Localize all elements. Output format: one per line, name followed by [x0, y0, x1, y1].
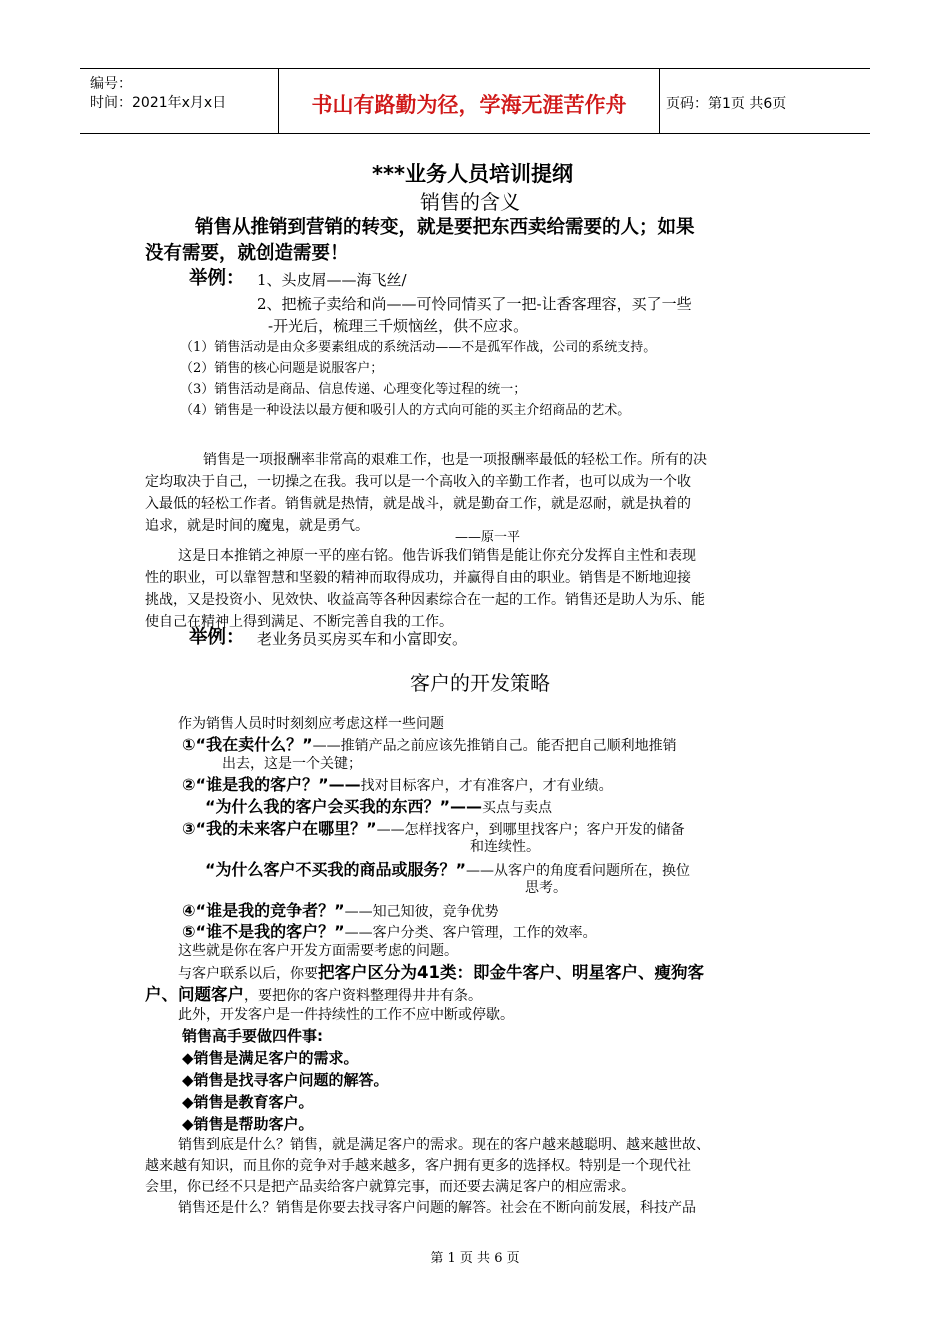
example-3-text: 老业务员买房买车和小富即安。 — [257, 630, 468, 648]
point-2: （2）销售的核心问题是说服客户； — [180, 361, 384, 376]
question-1-bold: ①“我在卖什么？” — [182, 735, 313, 754]
doc-number-label: 编号： — [90, 76, 132, 92]
page-header — [80, 68, 870, 134]
header-motto: 书山有路勤为径，学海无涯苦作舟 — [311, 93, 627, 117]
question-1-text: ——推销产品之前应该先推销自己。能否把自己顺利地推销 — [312, 738, 677, 754]
four-thing-2: ◆销售是找寻客户问题的解答。 — [182, 1071, 389, 1089]
quote-line-3: 入最低的轻松工作者。销售就是热情，就是战斗，就是勤奋工作，就是忍耐，就是执着的 — [145, 496, 691, 512]
page-footer: 第 1 页 共 6 页 — [430, 1251, 520, 1266]
para-1-line-3: 会里，你已经不只是把产品卖给客户就算完事，而还要去满足客户的相应需求。 — [145, 1179, 635, 1195]
header-meta-cell — [80, 69, 279, 133]
example-2-line-2: -开光后，梳理三千烦恼丝，供不应求。 — [268, 317, 529, 335]
quote-line-1: 销售是一项报酬率非常高的艰难工作，也是一项报酬率最低的轻松工作。所有的决 — [203, 452, 707, 468]
quote-author: ——原一平 — [455, 530, 521, 545]
question-2 — [182, 775, 613, 795]
question-4-bold: ④“谁是我的竞争者？” — [182, 901, 345, 920]
question-3-bold: ③“我的未来客户在哪里？” — [182, 819, 377, 838]
doc-title: ***业务人员培训提纲 — [372, 162, 573, 186]
question-2b-text: 买点与卖点 — [482, 800, 553, 816]
section-title-customer: 客户的开发策略 — [410, 671, 550, 695]
comment-line-1: 这是日本推销之神原一平的座右铭。他告诉我们销售是能让你充分发挥自主性和表现 — [178, 548, 696, 564]
question-2-text: 找对目标客户，才有准客户，才有业绩。 — [360, 778, 613, 794]
para-1-line-2: 越来越有知识，而且你的竞争对手越来越多，客户拥有更多的选择权。特别是一个现代社 — [145, 1158, 691, 1174]
point-3: （3）销售活动是商品、信息传递、心理变化等过程的统一； — [180, 382, 527, 397]
four-thing-3: ◆销售是教育客户。 — [182, 1093, 314, 1111]
point-1: （1）销售活动是由众多要素组成的系统活动——不是孤军作战，公司的系统支持。 — [180, 340, 657, 355]
comment-line-3: 挑战，又是投资小、见效快、收益高等各种因素综合在一起的工作。销售还是助人为乐、能 — [145, 592, 705, 608]
example-2-line-1: 2、把梳子卖给和尚——可怜同情买了一把-让香客理容，买了一些 — [257, 295, 692, 313]
section-title-meaning: 销售的含义 — [420, 190, 520, 214]
question-2b-bold: “为什么我的客户会买我的东西？”—— — [205, 797, 483, 816]
classify-line-2 — [145, 985, 482, 1005]
header-page-cell — [660, 69, 870, 133]
question-5 — [182, 922, 597, 942]
question-3b-bold: “为什么客户不买我的商品或服务？” — [205, 860, 467, 879]
four-thing-1: ◆销售是满足客户的需求。 — [182, 1049, 359, 1067]
comment-line-4: 使自己在精神上得到满足、不断完善自我的工作。 — [145, 614, 453, 630]
lead-line-1: 销售从推销到营销的转变，就是要把东西卖给需要的人；如果 — [195, 217, 695, 238]
question-1-text-2: 出去，这是一个关键； — [222, 756, 362, 772]
question-1 — [182, 735, 677, 755]
classify-post: ，要把你的客户资料整理得井井有条。 — [244, 988, 482, 1004]
question-4 — [182, 901, 499, 921]
question-2-bold: ②“谁是我的客户？”—— — [182, 775, 361, 794]
question-3 — [182, 819, 685, 839]
question-3-text: ——怎样找客户，到哪里找客户；客户开发的储备 — [376, 822, 685, 838]
example-1: 1、头皮屑——海飞丝/ — [257, 271, 407, 289]
question-2b — [205, 797, 552, 817]
doc-time-label: 时间：2021年x月x日 — [90, 95, 227, 111]
question-3b-text: ——从客户的角度看问题所在，换位 — [466, 863, 691, 879]
quote-line-4: 追求，就是时间的魔鬼，就是勇气。 — [145, 518, 369, 534]
quote-line-2: 定均取决于自己，一切操之在我。我可以是一个高收入的辛勤工作者，也可以成为一个收 — [145, 474, 691, 490]
question-3-text-2: 和连续性。 — [470, 839, 540, 855]
example-label: 举例： — [189, 268, 245, 289]
classify-bold-2: 户、问题客户 — [145, 985, 244, 1004]
four-things-title: 销售高手要做四件事: — [182, 1027, 323, 1045]
comment-line-2: 性的职业，可以靠智慧和坚毅的精神而取得成功，并赢得自由的职业。销售是不断地迎接 — [145, 570, 691, 586]
question-3b — [205, 860, 690, 880]
classify-bold-1: 把客户区分为41类：即金牛客户、明星客户、瘦狗客 — [318, 963, 704, 982]
lead-line-2: 没有需要，就创造需要！ — [145, 243, 349, 264]
para-2-line-1: 销售还是什么？销售是你要去找寻客户问题的解答。社会在不断向前发展，科技产品 — [178, 1200, 696, 1216]
header-page-info: 页码：第1页 共6页 — [666, 96, 787, 112]
classify-pre: 与客户联系以后，你要 — [178, 966, 318, 982]
question-5-bold: ⑤“谁不是我的客户？” — [182, 922, 345, 941]
question-5-text: ——客户分类、客户管理，工作的效率。 — [344, 925, 597, 941]
questions-intro: 作为销售人员时时刻刻应考虑这样一些问题 — [178, 716, 444, 732]
question-3b-text-2: 思考。 — [525, 880, 567, 896]
classify-line-1 — [178, 963, 704, 983]
header-motto-cell — [279, 69, 660, 133]
para-1-line-1: 销售到底是什么？销售，就是满足客户的需求。现在的客户越来越聪明、越来越世故、 — [178, 1137, 710, 1153]
continuity-note: 此外，开发客户是一件持续性的工作不应中断或停歇。 — [178, 1007, 514, 1023]
four-thing-4: ◆销售是帮助客户。 — [182, 1115, 314, 1133]
question-4-text: ——知己知彼，竞争优势 — [344, 904, 499, 920]
example-3-label: 举例： — [189, 627, 245, 648]
point-4: （4）销售是一种设法以最方便和吸引人的方式向可能的买主介绍商品的艺术。 — [180, 403, 631, 418]
questions-summary: 这些就是你在客户开发方面需要考虑的问题。 — [178, 943, 458, 959]
